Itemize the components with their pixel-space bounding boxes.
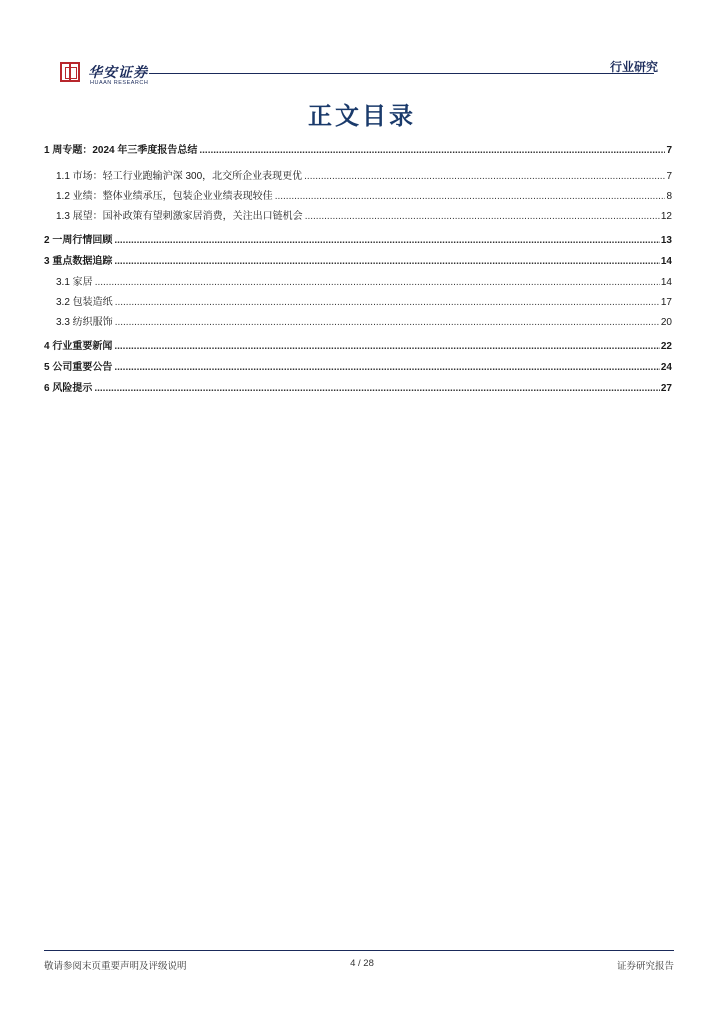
toc-leader-dots	[275, 191, 666, 202]
table-of-contents	[44, 141, 672, 396]
toc-entry-label: 3.1 家居	[56, 277, 93, 288]
toc-leader-dots	[304, 171, 665, 182]
toc-entry-label: 3.3 纺织服饰	[56, 317, 113, 328]
page-title: 正文目录	[308, 101, 416, 130]
page-header	[44, 58, 674, 88]
toc-entry-page: 22	[660, 341, 672, 352]
toc-entry[interactable]	[44, 231, 672, 248]
toc-entry-page: 17	[660, 297, 672, 308]
toc-leader-dots	[115, 297, 660, 308]
toc-entry-label: 3 重点数据追踪	[44, 256, 113, 267]
toc-leader-dots	[114, 235, 660, 246]
toc-entry[interactable]	[44, 141, 672, 158]
toc-leader-dots	[114, 341, 660, 352]
toc-entry-page: 14	[660, 256, 672, 267]
footer-report-type: 证券研究报告	[616, 961, 674, 972]
brand-english: HUAAN RESEARCH	[90, 80, 149, 86]
toc-entry-page: 7	[666, 145, 672, 156]
toc-entry-label: 2 一周行情回顾	[44, 235, 113, 246]
toc-leader-dots	[94, 383, 660, 394]
toc-entry-label: 4 行业重要新闻	[44, 341, 113, 352]
toc-entry-label: 1.1 市场：轻工行业跑输沪深 300，北交所企业表现更优	[56, 171, 303, 182]
toc-leader-dots	[305, 211, 660, 222]
toc-entry[interactable]	[44, 252, 672, 269]
header-divider	[149, 73, 654, 74]
toc-entry-page: 12	[660, 211, 672, 222]
toc-entry-label: 3.2 包装造纸	[56, 297, 113, 308]
toc-leader-dots	[114, 362, 660, 373]
toc-entry[interactable]	[44, 313, 672, 333]
toc-entry-page: 8	[666, 191, 672, 202]
toc-entry[interactable]	[44, 293, 672, 313]
brand-name: 华安证券	[88, 65, 148, 81]
footer-divider	[44, 950, 674, 951]
toc-entry-page: 14	[660, 277, 672, 288]
toc-entry-page: 27	[660, 383, 672, 394]
toc-entry-page: 20	[660, 317, 672, 328]
toc-leader-dots	[95, 277, 660, 288]
toc-entry[interactable]	[44, 187, 672, 207]
toc-entry-page: 13	[660, 235, 672, 246]
toc-entry[interactable]	[44, 358, 672, 375]
toc-entry-label: 1.3 展望：国补政策有望刺激家居消费，关注出口链机会	[56, 211, 303, 222]
toc-entry[interactable]	[44, 379, 672, 396]
report-category: 行业研究	[609, 60, 658, 74]
footer-disclaimer: 敬请参阅末页重要声明及评级说明	[44, 961, 187, 972]
toc-leader-dots	[115, 317, 660, 328]
toc-entry[interactable]	[44, 273, 672, 293]
toc-entry[interactable]	[44, 337, 672, 354]
toc-entry-label: 5 公司重要公告	[44, 362, 113, 373]
toc-entry-page: 7	[666, 171, 672, 182]
toc-entry[interactable]	[44, 167, 672, 187]
page-number: 4 / 28	[350, 958, 374, 969]
toc-entry-label: 6 风险提示	[44, 383, 93, 394]
toc-entry-label: 1.2 业绩：整体业绩承压，包装企业业绩表现较佳	[56, 191, 273, 202]
toc-entry[interactable]	[44, 207, 672, 227]
huaan-logo-icon	[60, 62, 80, 82]
toc-entry-page: 24	[660, 362, 672, 373]
toc-leader-dots	[199, 145, 665, 156]
toc-entry-label: 1 周专题：2024 年三季度报告总结	[44, 145, 198, 156]
toc-leader-dots	[114, 256, 660, 267]
